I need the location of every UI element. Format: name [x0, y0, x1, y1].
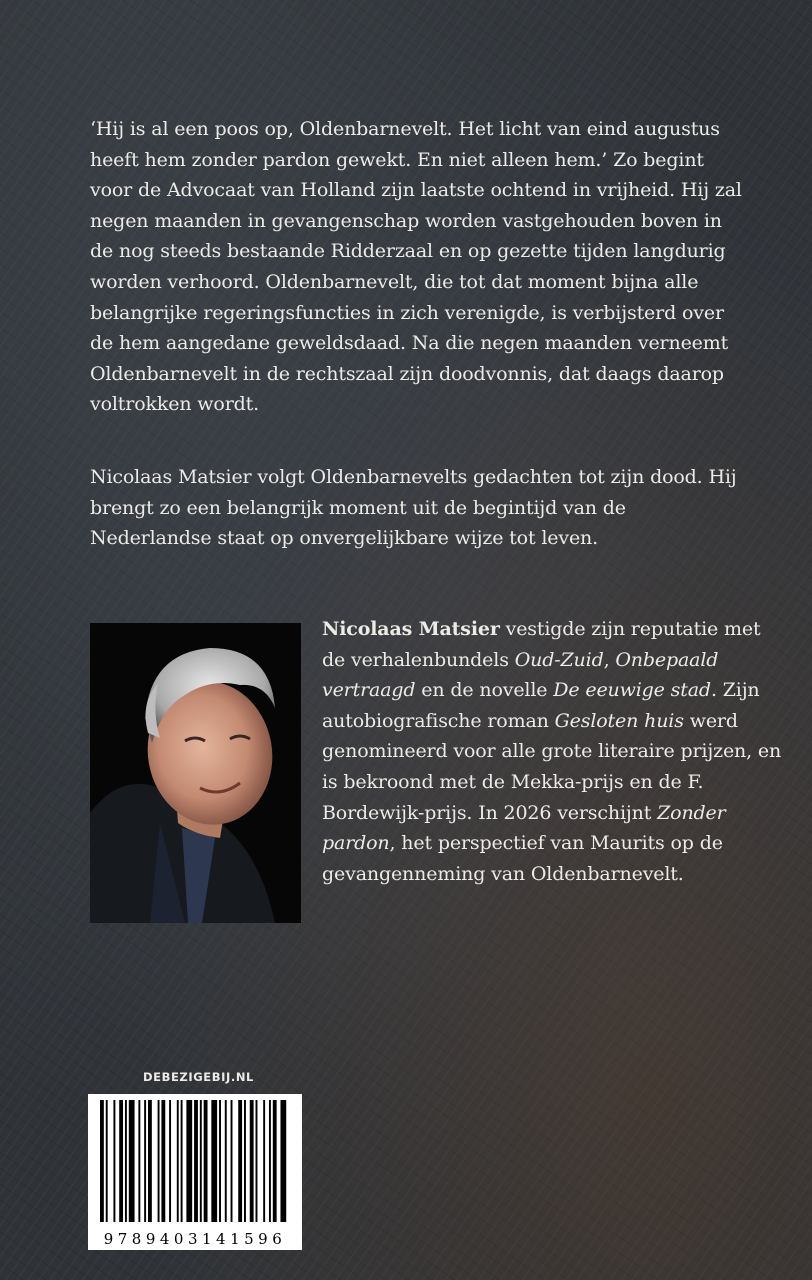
- barcode-bar: [238, 1100, 242, 1222]
- barcode-bar: [186, 1100, 192, 1222]
- barcode-bar: [161, 1100, 165, 1222]
- bio-text: ,: [603, 648, 616, 671]
- author-photo: [90, 623, 301, 923]
- blurb-paragraph-2: Nicolaas Matsier volgt Oldenbarnevelts gedachten tot zijn dood. Hij brengt zo een belangrijk moment uit de begintijd van de Nederlandse staat op onvergelijkbare wijze tot leven.: [90, 466, 737, 550]
- barcode-bar: [219, 1100, 221, 1222]
- bio-text: werd genomineerd voor alle grote literaire prijzen, en is bekroond met de Mekka-prijs en de F. Bordewijk-prijs. In 2026 verschijnt: [322, 709, 782, 824]
- barcode-bar: [250, 1100, 254, 1222]
- barcode-bar: [269, 1100, 271, 1222]
- barcode-bar: [204, 1100, 208, 1222]
- barcode-bar: [280, 1100, 286, 1222]
- blurb-paragraph-1: ‘Hij is al een poos op, Oldenbarnevelt. Het licht van eind augustus heeft hem zonder pardon gewekt. En niet alleen hem.’ Zo begint voor de Advocaat van Holland zijn laatste ochtend in vrijheid. Hij zal negen maanden in gevangenschap worden vastgehouden boven in de nog steeds bestaande Ridderzaal en op gezette tijden langdurig worden verhoord. Oldenbarnevelt, die tot dat moment bijna alle belangrijke regeringsfuncties in zich verenigde, is verbijsterd over de hem aangedane geweldsdaad. Na die negen maanden verneemt Oldenbarnevelt in de rechtszaal zijn doodvonnis, dat daags daarop voltrokken wordt.: [90, 118, 742, 416]
- barcode-bar: [263, 1100, 265, 1222]
- barcode-bar: [273, 1100, 277, 1222]
- barcode: [88, 1094, 302, 1250]
- barcode-bar: [138, 1100, 140, 1222]
- barcode-bar: [211, 1100, 217, 1222]
- barcode-bar: [144, 1100, 146, 1222]
- barcode-bar: [100, 1100, 104, 1222]
- author-bio: [322, 614, 782, 889]
- barcode-bar: [181, 1100, 183, 1222]
- barcode-bar: [225, 1100, 227, 1222]
- book-title: De eeuwige stad: [553, 679, 711, 702]
- barcode-bar: [200, 1100, 202, 1222]
- barcode-bar: [256, 1100, 258, 1222]
- barcode-bar: [119, 1100, 123, 1222]
- barcode-bar: [129, 1100, 135, 1222]
- barcode-bar: [113, 1100, 115, 1222]
- barcode-bar: [177, 1100, 179, 1222]
- barcode-bars: [88, 1094, 302, 1226]
- book-title: Gesloten huis: [554, 709, 684, 732]
- book-title: Onbepaald vertraagd: [322, 648, 719, 702]
- bio-text: . Zijn autobiografische roman: [322, 679, 760, 732]
- barcode-bar: [169, 1100, 171, 1222]
- barcode-bar: [106, 1100, 108, 1222]
- publisher-url: DEBEZIGEBIJ.NL: [143, 1070, 254, 1084]
- barcode-bar: [231, 1100, 233, 1222]
- barcode-bar: [194, 1100, 198, 1222]
- barcode-digits: 9789403141596: [103, 1230, 287, 1248]
- barcode-bar: [158, 1100, 160, 1222]
- book-title: Oud-Zuid: [514, 648, 604, 671]
- barcode-bar: [125, 1100, 127, 1222]
- bio-text: en de novelle: [415, 679, 554, 702]
- barcode-bar: [244, 1100, 246, 1222]
- barcode-bar: [148, 1100, 152, 1222]
- book-title: Zonder pardon: [322, 801, 726, 855]
- author-name: Nicolaas Matsier: [322, 618, 500, 640]
- bio-text: vestigde zijn reputatie met de verhalenbundels: [322, 618, 761, 671]
- bio-text: , het perspectief van Maurits op de gevangenneming van Oldenbarnevelt.: [322, 832, 723, 885]
